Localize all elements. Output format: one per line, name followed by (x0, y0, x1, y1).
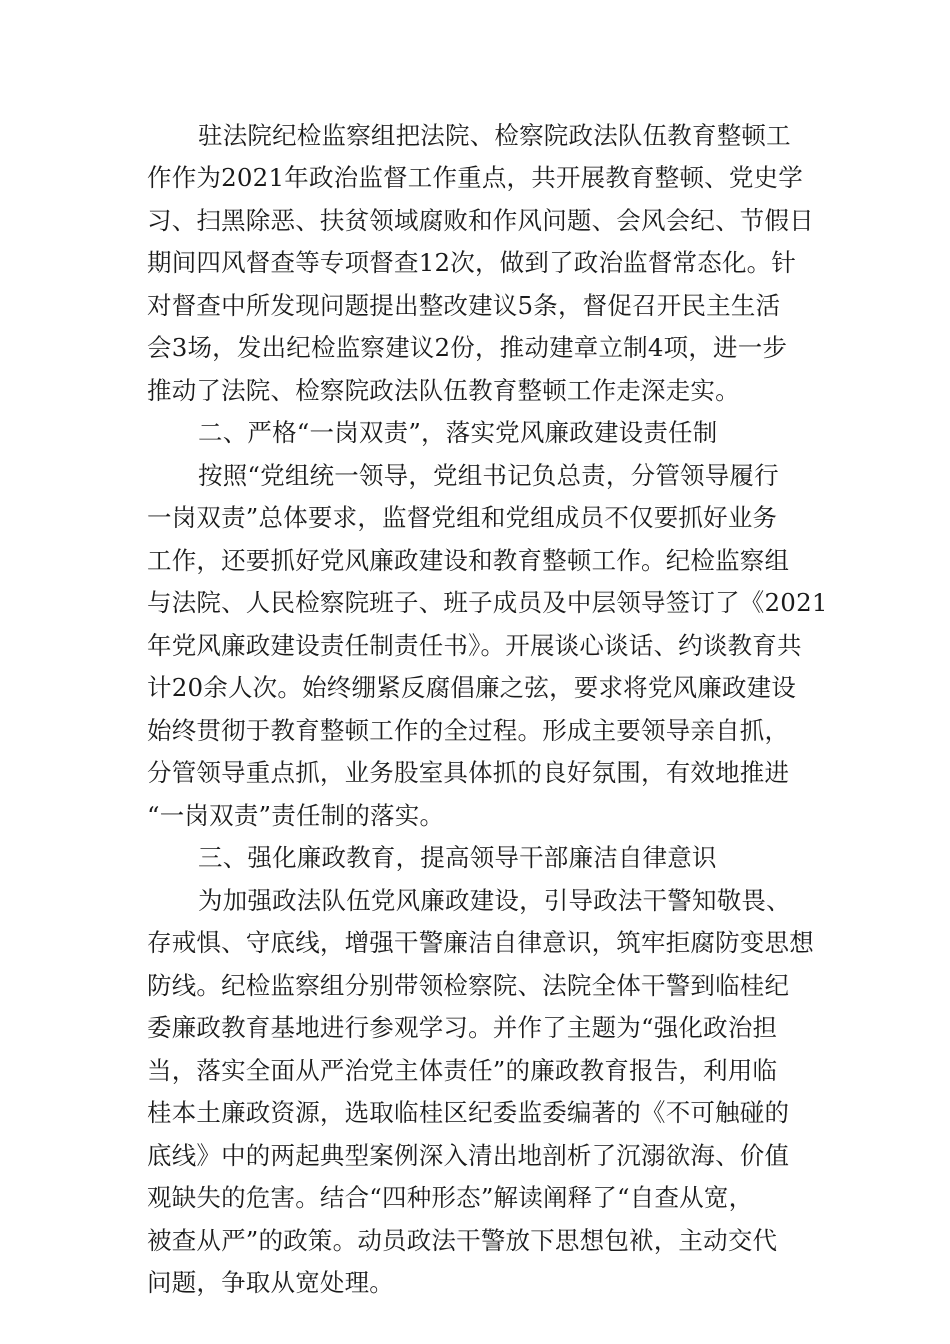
text-line: 驻法院纪检监察组把法院、检察院政法队伍教育整顿工 (198, 121, 791, 150)
text-line: 桂本土廉政资源，选取临桂区纪委监委编著的《不可触碰的 (147, 1098, 790, 1127)
text-line: 底线》中的两起典型案例深入清出地剖析了沉溺欲海、价值 (147, 1141, 790, 1170)
text-line: 年党风廉政建设责任制责任书》。开展谈心谈话、约谈教育共 (147, 631, 802, 660)
text-line: 分管领导重点抓，业务股室具体抓的良好氛围，有效地推进 (147, 758, 790, 787)
section-heading: 三、强化廉政教育，提高领导干部廉洁自律意识 (198, 843, 717, 872)
text-line: 作作为2021年政治监督工作重点，共开展教育整顿、党史学 (147, 163, 803, 192)
text-line: 为加强政法队伍党风廉政建设，引导政法干警知敬畏、 (198, 886, 791, 915)
text-line: 期间四风督查等专项督查12次，做到了政治监督常态化。针 (147, 248, 797, 277)
text-line: 工作，还要抓好党风廉政建设和教育整顿工作。纪检监察组 (147, 546, 790, 575)
text-line: 与法院、人民检察院班子、班子成员及中层领导签订了《2021 (147, 588, 828, 617)
text-line: 防线。纪检监察组分别带领检察院、法院全体干警到临桂纪 (147, 971, 790, 1000)
text-line: 习、扫黑除恶、扶贫领域腐败和作风问题、会风会纪、节假日 (147, 206, 814, 235)
text-line: 委廉政教育基地进行参观学习。并作了主题为“强化政治担 (147, 1013, 778, 1042)
text-line: 会3场，发出纪检监察建议2份，推动建章立制4项，进一步 (147, 333, 788, 362)
text-line: 问题，争取从宽处理。 (147, 1268, 394, 1297)
text-line: 对督查中所发现问题提出整改建议5条，督促召开民主生活 (147, 291, 781, 320)
section-heading: 二、严格“一岗双责”，落实党风廉政建设责任制 (198, 418, 718, 447)
text-line: 始终贯彻于教育整顿工作的全过程。形成主要领导亲自抓， (147, 716, 790, 745)
text-line: 推动了法院、检察院政法队伍教育整顿工作走深走实。 (147, 376, 740, 405)
text-line: 按照“党组统一领导，党组书记负总责，分管领导履行 (198, 461, 779, 490)
text-line: 当，落实全面从严治党主体责任”的廉政教育报告，利用临 (147, 1056, 778, 1085)
text-line: 被查从严”的政策。动员政法干警放下思想包袱，主动交代 (147, 1226, 778, 1255)
text-line: 一岗双责”总体要求，监督党组和党组成员不仅要抓好业务 (147, 503, 778, 532)
text-line: 存戒惧、守底线，增强干警廉洁自律意识，筑牢拒腐防变思想 (147, 928, 814, 957)
text-line: “一岗双责”责任制的落实。 (147, 801, 445, 830)
text-line: 观缺失的危害。结合“四种形态”解读阐释了“自查从宽， (147, 1183, 754, 1212)
text-line: 计20余人次。始终绷紧反腐倡廉之弦，要求将党风廉政建设 (147, 673, 797, 702)
